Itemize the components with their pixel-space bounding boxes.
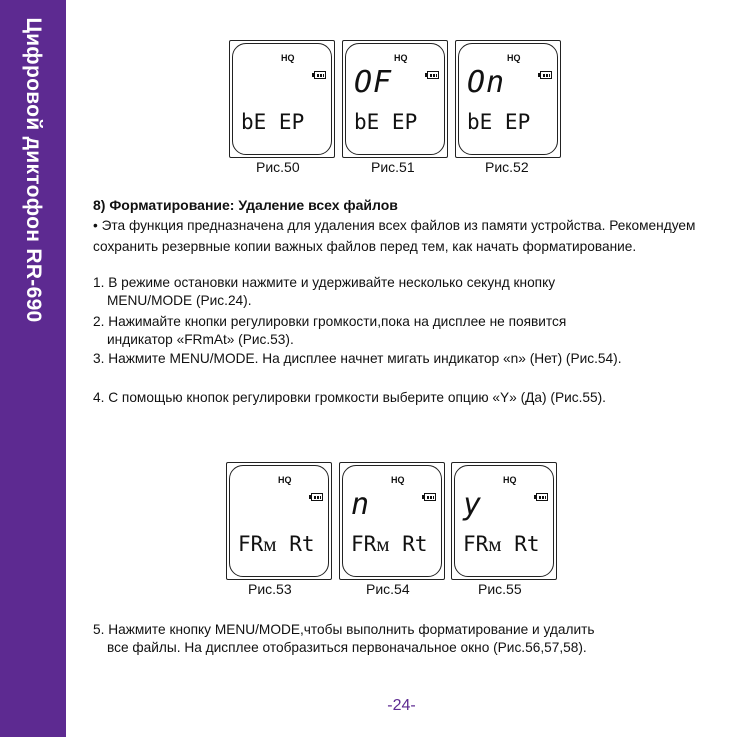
hq-indicator: HQ <box>278 475 292 485</box>
step-3: 3. Нажмите MENU/MODE. На дисплее начнет мигать индикатор «n» (Нет) (Рис.54). <box>93 351 622 366</box>
page-number: -24- <box>387 697 416 714</box>
figure-caption: Рис.50 <box>256 159 300 175</box>
sidebar-title: Цифровой диктофон RR-690 <box>22 17 45 323</box>
lcd-segment-text: FRᴍ Rt <box>463 532 540 556</box>
step-1: 1. В режиме остановки нажмите и удерживайте несколько секунд кнопку <box>93 275 556 290</box>
battery-icon <box>427 71 439 79</box>
lcd-screen-fig52 <box>455 40 561 158</box>
lcd-large-value: OF <box>354 65 393 100</box>
hq-indicator: HQ <box>507 53 521 63</box>
lcd-segment-text: bE EP <box>241 110 305 134</box>
hq-indicator: HQ <box>503 475 517 485</box>
step-4: 4. С помощью кнопок регулировки громкости выберите опцию «Y» (Да) (Рис.55). <box>93 390 606 405</box>
lcd-large-value: y <box>463 487 483 522</box>
figure-caption: Рис.51 <box>371 159 415 175</box>
lcd-segment-text: bE EP <box>354 110 418 134</box>
lcd-large-value: On <box>467 65 506 100</box>
figure-caption: Рис.54 <box>366 581 410 597</box>
lcd-screen-fig50 <box>229 40 335 158</box>
battery-icon <box>311 493 323 501</box>
hq-indicator: HQ <box>394 53 408 63</box>
sidebar-band <box>0 0 66 737</box>
figure-caption: Рис.53 <box>248 581 292 597</box>
step-2-continued: индикатор «FRmAt» (Рис.53). <box>107 332 294 347</box>
battery-icon <box>424 493 436 501</box>
step-5-continued: все файлы. На дисплее отобразиться первоначальное окно (Рис.56,57,58). <box>107 640 587 655</box>
lcd-segment-text: FRᴍ Rt <box>351 532 428 556</box>
lcd-screen-fig53 <box>226 462 332 580</box>
section-heading: 8) Форматирование: Удаление всех файлов <box>93 197 398 213</box>
lcd-large-value: n <box>351 487 371 522</box>
lcd-segment-text: FRᴍ Rt <box>238 532 315 556</box>
figure-caption: Рис.55 <box>478 581 522 597</box>
lcd-screen-fig54 <box>339 462 445 580</box>
lcd-screen-fig55 <box>451 462 557 580</box>
lcd-segment-text: bE EP <box>467 110 531 134</box>
hq-indicator: HQ <box>391 475 405 485</box>
figure-caption: Рис.52 <box>485 159 529 175</box>
lcd-screen-fig51 <box>342 40 448 158</box>
step-1-continued: MENU/MODE (Рис.24). <box>107 293 252 308</box>
battery-icon <box>536 493 548 501</box>
battery-icon <box>314 71 326 79</box>
step-2: 2. Нажимайте кнопки регулировки громкости,пока на дисплее не появится <box>93 314 567 329</box>
step-5: 5. Нажмите кнопку MENU/MODE,чтобы выполнить форматирование и удалить <box>93 622 595 637</box>
intro-paragraph: • Эта функция предназначена для удаления всех файлов из памяти устройства. Рекомендуем сохранить резервные копии важных файлов перед тем, как начать форматирование. <box>93 218 696 254</box>
hq-indicator: HQ <box>281 53 295 63</box>
battery-icon <box>540 71 552 79</box>
